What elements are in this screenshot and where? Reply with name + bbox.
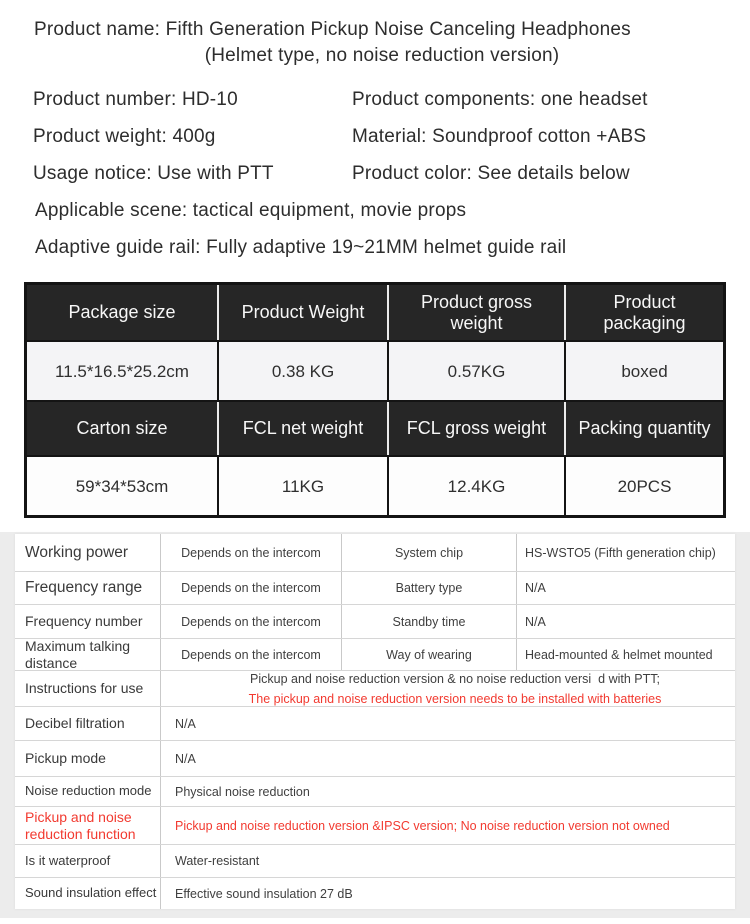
spec-label: Maximum talking distance xyxy=(15,639,161,670)
product-components: Product components: one headset xyxy=(352,89,648,110)
spec-value-2: N/A xyxy=(525,581,546,595)
value-packaging: boxed xyxy=(566,342,723,400)
spec-section xyxy=(0,532,750,918)
instructions-line-1: Pickup and noise reduction version & no noise reduction versi d with PTT; xyxy=(250,671,660,686)
value-carton-size: 59*34*53cm xyxy=(27,457,219,515)
header-packaging: Product packaging xyxy=(603,291,686,333)
spec-label-2: Way of wearing xyxy=(342,639,517,670)
value-gross-weight: 0.57KG xyxy=(389,342,566,400)
spec-value: N/A xyxy=(175,751,196,766)
spec-row-sound-insulation xyxy=(15,878,735,909)
info-pairs xyxy=(0,81,750,266)
spec-label: Working power xyxy=(15,534,161,571)
info-row xyxy=(0,81,750,118)
value-packing-quantity: 20PCS xyxy=(566,457,723,515)
spec-label: Sound insulation effect xyxy=(15,878,161,909)
spec-value xyxy=(161,671,735,706)
header-cell xyxy=(219,285,389,340)
spec-label-2: System chip xyxy=(342,534,517,571)
product-name-subline: (Helmet type, no noise reduction version) xyxy=(204,45,560,66)
spec-row-pickup-noise-function xyxy=(15,807,735,845)
spec-table xyxy=(15,534,735,909)
package-table xyxy=(24,282,726,518)
spec-label: Decibel filtration xyxy=(15,707,161,740)
spec-value: Depends on the intercom xyxy=(161,572,342,604)
product-color: Product color: See details below xyxy=(352,163,630,184)
package-value-row-2 xyxy=(27,455,723,515)
value-product-weight: 0.38 KG xyxy=(219,342,389,400)
package-header-row-1 xyxy=(27,285,723,340)
spec-label: Is it waterproof xyxy=(15,845,161,877)
header-cell xyxy=(27,402,219,455)
header-fcl-net-weight: FCL net weight xyxy=(242,418,364,438)
spec-value: Physical noise reduction xyxy=(175,784,310,799)
spec-label: Pickup mode xyxy=(15,741,161,776)
spec-row-decibel-filtration xyxy=(15,707,735,741)
spec-label: Noise reduction mode xyxy=(15,777,161,806)
spec-value: Water-resistant xyxy=(175,854,260,868)
header-package-size: Package size xyxy=(68,302,176,322)
spec-label: Frequency number xyxy=(15,605,161,638)
header-fcl-gross-weight: FCL gross weight xyxy=(406,418,547,438)
product-info-section xyxy=(0,0,750,266)
header-cell xyxy=(389,402,566,455)
usage-notice: Usage notice: Use with PTT xyxy=(33,163,274,184)
value-fcl-net-weight: 11KG xyxy=(219,457,389,515)
spec-row-pickup-mode xyxy=(15,741,735,777)
spec-value: Depends on the intercom xyxy=(161,534,342,571)
header-gross-weight: Product gross weight xyxy=(420,291,533,333)
header-packing-quantity: Packing quantity xyxy=(578,418,711,438)
package-value-row-1 xyxy=(27,340,723,400)
package-header-row-2 xyxy=(27,400,723,455)
header-cell xyxy=(27,285,219,340)
instructions-line-2: The pickup and noise reduction version needs to be installed with batteries xyxy=(248,691,662,706)
product-number: Product number: HD-10 xyxy=(33,89,238,110)
spec-row-noise-reduction-mode xyxy=(15,777,735,807)
value-fcl-gross-weight: 12.4KG xyxy=(389,457,566,515)
spec-value: Pickup and noise reduction version &IPSC version; No noise reduction version not owned xyxy=(175,818,670,833)
header-product-weight: Product Weight xyxy=(241,302,365,322)
spec-value: N/A xyxy=(175,716,196,731)
product-weight: Product weight: 400g xyxy=(33,126,216,147)
spec-value-2: Head-mounted & helmet mounted xyxy=(525,647,713,662)
product-name-line: Product name: Fifth Generation Pickup Noise Canceling Headphones xyxy=(34,19,631,40)
spec-value: Depends on the intercom xyxy=(161,605,342,638)
spec-value-2: HS-WSTO5 (Fifth generation chip) xyxy=(525,545,716,560)
spec-label: Instructions for use xyxy=(15,671,161,706)
spec-label: Frequency range xyxy=(15,572,161,604)
spec-value: Depends on the intercom xyxy=(161,639,342,670)
spec-row-waterproof xyxy=(15,845,735,878)
spec-label-2: Standby time xyxy=(342,605,517,638)
info-row xyxy=(0,118,750,155)
spec-value-2: N/A xyxy=(525,614,546,629)
spec-label: Pickup and noise reduction function xyxy=(15,807,161,844)
adaptive-guide-rail: Adaptive guide rail: Fully adaptive 19~21MM helmet guide rail xyxy=(35,237,567,258)
spec-row-instructions xyxy=(15,671,735,707)
header-cell xyxy=(566,402,723,455)
spec-row-working-power xyxy=(15,534,735,572)
header-cell xyxy=(566,285,723,340)
spec-row-frequency-number xyxy=(15,605,735,639)
spec-value: Effective sound insulation 27 dB xyxy=(175,886,353,901)
applicable-scene: Applicable scene: tactical equipment, movie props xyxy=(35,200,467,221)
info-row xyxy=(0,155,750,192)
header-cell xyxy=(219,402,389,455)
spec-label-2: Battery type xyxy=(342,572,517,604)
header-cell xyxy=(389,285,566,340)
spec-row-frequency-range xyxy=(15,572,735,605)
header-carton-size: Carton size xyxy=(76,418,168,438)
value-package-size: 11.5*16.5*25.2cm xyxy=(27,342,219,400)
product-material: Material: Soundproof cotton +ABS xyxy=(352,126,647,147)
spec-row-max-talking-distance xyxy=(15,639,735,671)
